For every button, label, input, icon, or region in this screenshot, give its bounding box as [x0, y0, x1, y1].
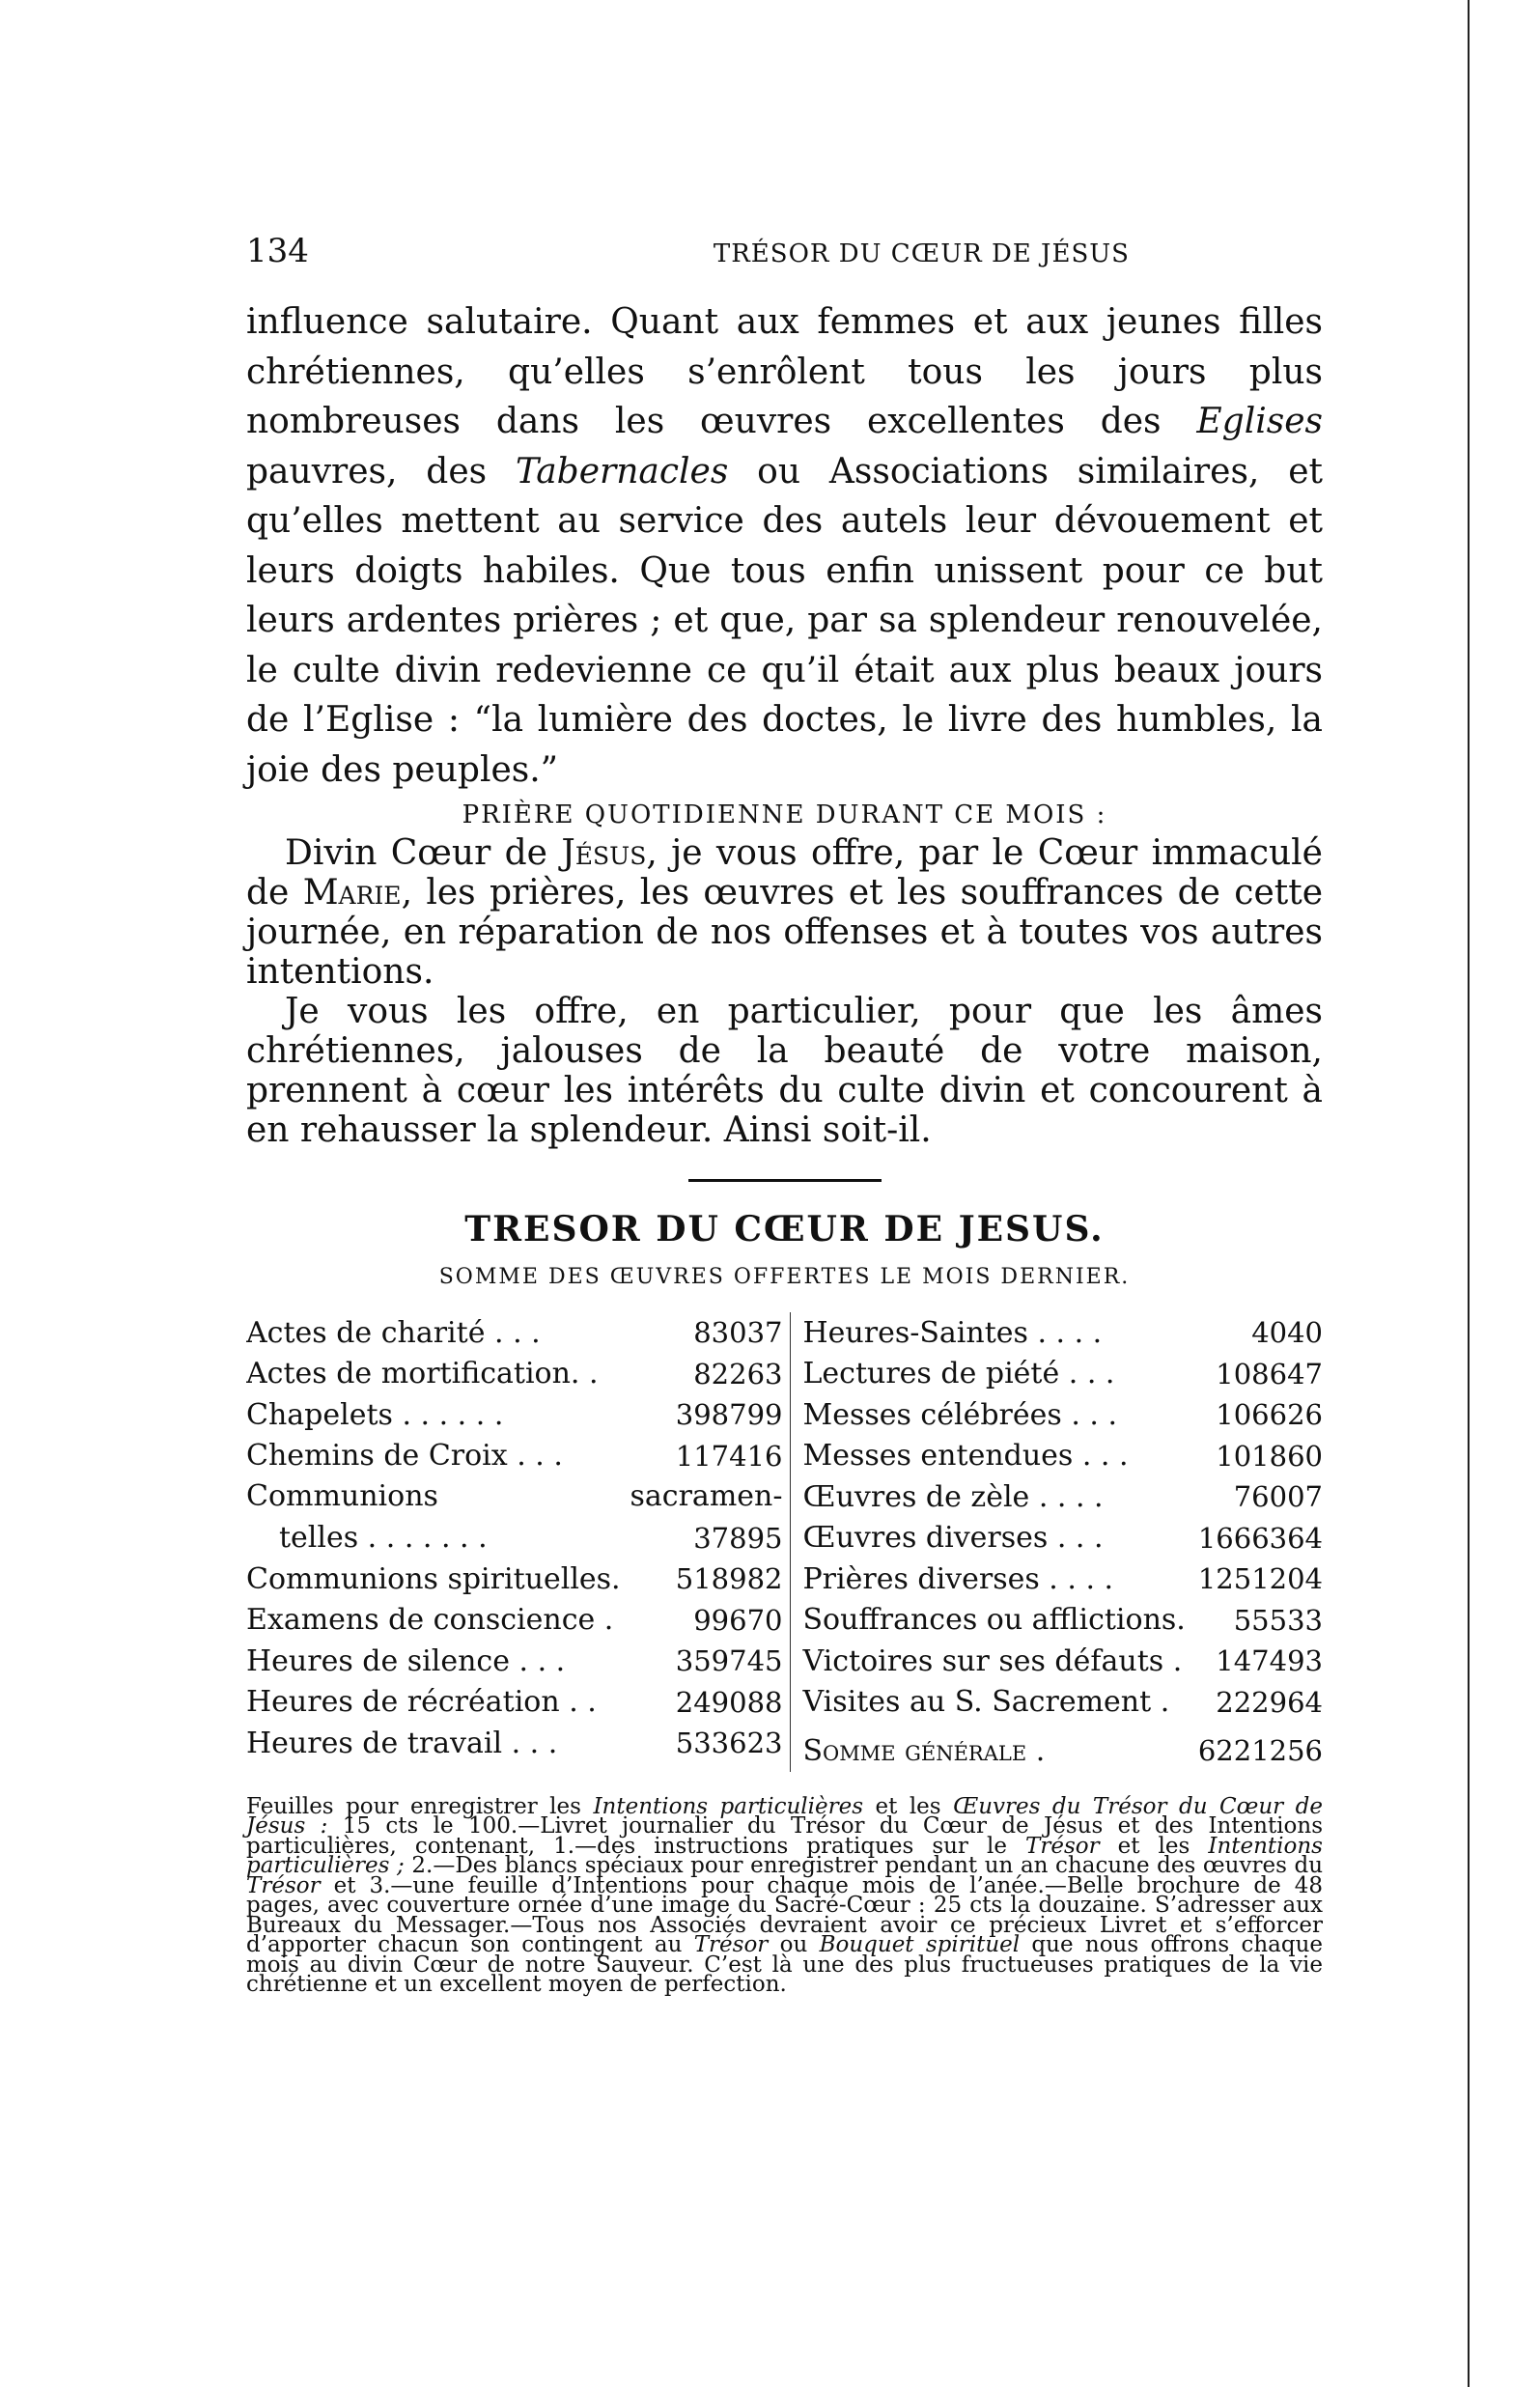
tresor-title: TRESOR DU CŒUR DE JESUS.	[464, 1209, 1105, 1250]
row-label: Heures de travail . . .	[246, 1726, 558, 1760]
row-label: Heures de récréation . .	[246, 1685, 597, 1720]
row-value: 108647	[1216, 1357, 1323, 1390]
table-row	[802, 1476, 1323, 1518]
prayer-marie: Marie	[302, 873, 402, 913]
row-label: Heures-Saintes . . . .	[802, 1315, 1103, 1350]
intro-text-3: ou Associations similaires, et qu’elles mettent au service des autels leur dévouement et leurs doigts habiles. Que tous enfin unissent pour ce but leurs ardentes prières ; et que, par sa splendeur renouvelée, le culte divin redevienne ce qu’il était aux plus beaux jours de l’Eglise : “la lumière des doctes, le livre des humbles, la joie des peuples.”	[246, 451, 1323, 790]
row-label: Lectures de piété . . .	[802, 1357, 1115, 1391]
row-label: Messes célébrées . . .	[802, 1397, 1118, 1432]
row-label: Chapelets . . . . . .	[246, 1397, 504, 1432]
section-divider	[688, 1179, 882, 1182]
footnote-text: et les	[1099, 1833, 1209, 1859]
table-row	[246, 1476, 782, 1559]
row-label: Œuvres diverses . . .	[802, 1521, 1104, 1556]
row-value: 147493	[1216, 1644, 1323, 1678]
row-label: Heures de silence . . .	[246, 1643, 566, 1678]
footnote-emphasis: Intentions particulières	[593, 1793, 863, 1819]
row-value: 101860	[1216, 1439, 1323, 1473]
prayer-text-1b: , je vous offre, par le Cœur immaculé de	[246, 833, 1323, 913]
footnote-text: 2.—Des blancs spéciaux pour enregistrer pendant un an chacune des œuvres du	[404, 1853, 1324, 1878]
row-label: Œuvres de zèle . . . .	[802, 1479, 1104, 1514]
row-value: 82263	[693, 1357, 783, 1390]
footnote-emphasis: Œuvres du Trésor du Cœur de Jésus :	[246, 1793, 1323, 1839]
row-value: 518982	[675, 1562, 783, 1596]
footnote-text: ou	[768, 1932, 820, 1957]
row-label: Actes de charité . . .	[246, 1315, 541, 1350]
table-row	[246, 1641, 782, 1682]
running-header	[246, 232, 1323, 270]
table-column-right	[791, 1312, 1323, 1772]
row-label: telles . . . . . . .	[279, 1521, 488, 1556]
row-label: Prières diverses . . . .	[802, 1561, 1114, 1596]
table-row	[802, 1641, 1323, 1682]
intro-text-1: influence salutaire. Quant aux femmes et aux jeunes filles chrétiennes, qu’elles s’enrôlent tous les jours plus nombreuses dans les œuvres excellentes des	[246, 302, 1323, 441]
footnote-text: Feuilles pour enregistrer les	[246, 1793, 594, 1819]
page-number: 134	[246, 232, 309, 270]
total-row	[802, 1730, 1323, 1772]
oeuvres-table	[246, 1312, 1323, 1772]
table-row	[246, 1559, 782, 1600]
row-value: 359745	[675, 1644, 783, 1678]
prayer-heading: PRIÈRE QUOTIDIENNE DURANT CE MOIS :	[462, 800, 1107, 829]
table-row	[802, 1559, 1323, 1600]
footnote	[246, 1793, 1324, 1997]
footnote-emphasis: Trésor	[693, 1932, 769, 1957]
table-row	[802, 1394, 1323, 1436]
row-label: Messes entendues . . .	[802, 1439, 1129, 1474]
row-label: Souffrances ou afflictions.	[802, 1603, 1186, 1638]
row-value: 55533	[1233, 1603, 1323, 1637]
row-value: 398799	[675, 1398, 783, 1432]
table-column-left	[246, 1312, 791, 1772]
prayer-paragraph-1	[246, 833, 1323, 992]
intro-paragraph	[246, 297, 1323, 795]
intro-text-2: pauvres, des	[246, 451, 516, 491]
intro-emphasis-tabernacles: Tabernacles	[515, 451, 729, 491]
row-value: 4040	[1251, 1316, 1323, 1350]
footnote-emphasis: Trésor	[1025, 1833, 1100, 1859]
prayer-paragraph-2: Je vous les offre, en particulier, pour que les âmes chrétiennes, jalouses de la beauté de votre maison, prennent à cœur les intérêts du culte divin et concourent à en rehausser la splendeur. Ainsi soit-il.	[246, 992, 1323, 1150]
row-value: 106626	[1216, 1398, 1323, 1432]
row-label: Examens de conscience .	[246, 1603, 614, 1638]
row-value: 99670	[693, 1603, 783, 1637]
row-value: 76007	[1233, 1480, 1323, 1514]
footnote-text: et 3.—une feuille d’Intentions pour chaque mois de l’anée.—Belle brochure de 48 pages, avec couverture ornée d’une image du Sacré-Cœur : 25 cts la douzaine. S’adresser aux Bureaux du Messager.—Tous nos Associés devraient avoir ce précieux Livret et s’efforcer d’apporter chacun son contingent au	[246, 1872, 1323, 1957]
table-row	[246, 1436, 782, 1477]
table-row	[246, 1394, 782, 1436]
row-value: 222964	[1216, 1685, 1323, 1719]
row-label: Actes de mortification. .	[246, 1357, 599, 1391]
row-label: Communions spirituelles.	[246, 1561, 621, 1596]
footnote-text: que nous offrons chaque mois au divin Cœur de notre Sauveur. C’est là une des plus fructueuses pratiques de la vie chrétienne et un excellent moyen de perfection.	[246, 1932, 1323, 1997]
row-value: 1666364	[1197, 1521, 1323, 1555]
row-value: 533623	[675, 1727, 783, 1760]
page	[246, 232, 1323, 1995]
row-label: Victoires sur ses défauts .	[802, 1643, 1183, 1678]
footnote-text: et les	[863, 1793, 954, 1819]
table-row	[802, 1312, 1323, 1354]
intro-emphasis-eglises: Eglises	[1196, 402, 1323, 441]
table-row	[246, 1600, 782, 1642]
prayer-jesus: Jésus	[561, 833, 647, 873]
table-row	[246, 1312, 782, 1354]
page-edge-rule	[1468, 0, 1470, 2387]
footnote-emphasis: Trésor	[246, 1872, 321, 1898]
row-value: 37895	[693, 1521, 783, 1555]
table-row	[246, 1723, 782, 1764]
row-label: Chemins de Croix . . .	[246, 1439, 563, 1474]
footnote-emphasis: Intentions particulières ;	[246, 1833, 1323, 1878]
total-label: Somme générale .	[802, 1733, 1046, 1768]
prayer-text-1c: , les prières, les œuvres et les souffrances de cette journée, en réparation de nos offenses et à toutes vos autres intentions.	[246, 873, 1323, 992]
table-row	[802, 1682, 1323, 1724]
table-row	[802, 1518, 1323, 1559]
total-value: 6221256	[1197, 1734, 1323, 1768]
footnote-emphasis: Bouquet spirituel	[819, 1932, 1021, 1957]
row-value: 1251204	[1197, 1562, 1323, 1596]
table-row	[802, 1354, 1323, 1395]
row-value: 83037	[693, 1316, 783, 1350]
row-label-top: Communions sacramen-	[246, 1479, 783, 1513]
running-title: TRÉSOR DU CŒUR DE JÉSUS	[713, 239, 1130, 268]
table-row	[802, 1436, 1323, 1477]
row-label: Visites au S. Sacrement .	[802, 1685, 1170, 1720]
table-row	[802, 1600, 1323, 1642]
prayer-text-1a: Divin Cœur de	[285, 833, 562, 873]
row-value: 249088	[675, 1685, 783, 1719]
table-row	[246, 1682, 782, 1724]
table-row	[246, 1354, 782, 1395]
row-value: 117416	[675, 1439, 783, 1473]
tresor-subtitle: SOMME DES ŒUVRES OFFERTES LE MOIS DERNIER.	[438, 1265, 1131, 1289]
footnote-text: 15 cts le 100.—Livret journalier du Trésor du Cœur de Jésus et des Intentions particulières, contenant, 1.—des instructions pratiques sur le	[246, 1813, 1324, 1859]
